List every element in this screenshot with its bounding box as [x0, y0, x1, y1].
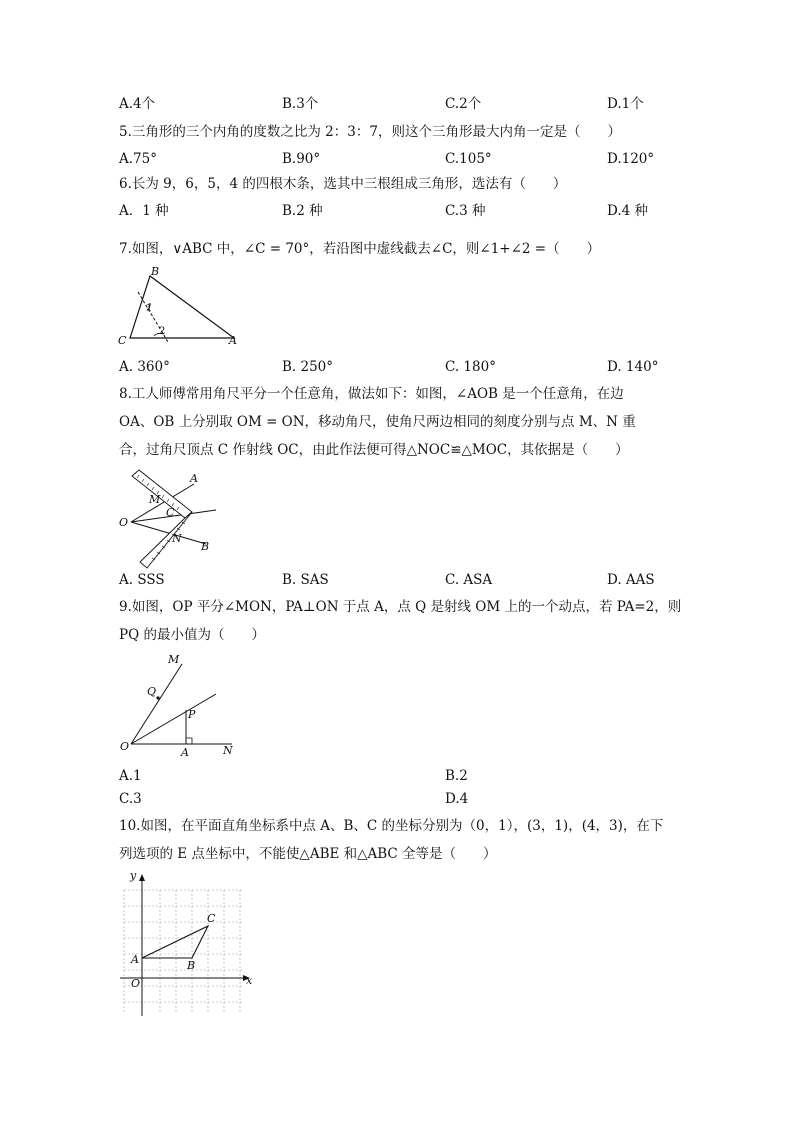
label-a: A — [190, 472, 198, 485]
square-arm-upper — [132, 470, 192, 518]
label-o: O — [131, 977, 141, 990]
q8-stem-line3: 合，过角尺顶点 C 作射线 OC，由此作法便可得△NOC≌△MOC，其依据是（ ） — [119, 442, 629, 458]
label-a: A — [229, 334, 237, 347]
q9-stem-line1: 9.如图，OP 平分∠MON，PA⊥ON 于点 A，点 Q 是射线 OM 上的一个动点，若 PA=2，则 — [119, 599, 682, 615]
label-o: O — [120, 740, 130, 753]
label-x: x — [246, 974, 253, 987]
q4-option-b: B.3个 — [282, 96, 319, 112]
q5-option-b: B.90° — [282, 151, 321, 167]
q10-stem-line2: 列选项的 E 点坐标中，不能使△ABE 和△ABC 全等是（ ） — [119, 846, 497, 862]
q6-option-b: B.2 种 — [282, 203, 323, 219]
q9-option-a: A.1 — [119, 768, 142, 784]
square-arm-lower — [140, 512, 192, 568]
point-q — [156, 696, 159, 699]
q7-option-a: A. 360° — [119, 359, 170, 375]
label-1: 1 — [146, 303, 153, 314]
q5-stem: 5.三角形的三个内角的度数之比为 2：3：7，则这个三角形最大内角一定是（ ） — [119, 124, 621, 140]
q9-option-d: D.4 — [445, 791, 469, 807]
q10-stem-line1: 10.如图，在平面直角坐标系中点 A、B、C 的坐标分别为（0，1），(3，1)，(4，3)，在下 — [119, 818, 664, 834]
q7-option-c: C. 180° — [445, 359, 496, 375]
q7-option-b: B. 250° — [282, 359, 334, 375]
q8-stem-line1: 8.工人师傅常用角尺平分一个任意角，做法如下：如图，∠AOB 是一个任意角，在边 — [119, 386, 624, 402]
ray-om — [131, 664, 182, 744]
q6-option-c: C.3 种 — [445, 203, 486, 219]
q7-stem: 7.如图，∨ABC 中，∠C = 70°，若沿图中虚线截去∠C，则∠1+∠2 =（ ） — [119, 241, 601, 257]
q5-option-c: C.105° — [445, 151, 492, 167]
label-m: M — [168, 653, 180, 666]
triangle-abc — [142, 926, 208, 958]
q4-option-a: A.4个 — [119, 96, 156, 112]
label-b: B — [151, 265, 160, 278]
label-b: B — [201, 540, 210, 553]
q6-stem: 6.长为 9，6，5，4 的四根木条，选其中三根组成三角形，选法有（ ） — [119, 176, 567, 192]
q7-triangle-figure — [112, 264, 247, 350]
q9-option-c: C.3 — [119, 791, 142, 807]
label-p: P — [188, 708, 196, 721]
label-c: C — [118, 334, 127, 347]
label-b: B — [187, 959, 196, 972]
q7-option-d: D. 140° — [607, 359, 659, 375]
label-y: y — [130, 870, 137, 882]
label-n: N — [223, 744, 233, 757]
label-q: Q — [147, 685, 157, 698]
q8-stem-line2: OA、OB 上分别取 OM = ON，移动角尺，使角尺两边相同的刻度分别与点 M、N 重 — [119, 414, 636, 430]
q8-option-a: A. SSS — [119, 572, 165, 588]
q6-option-a: A．1 种 — [119, 203, 169, 219]
q4-option-c: C.2个 — [445, 96, 482, 112]
label-a: A — [181, 746, 189, 759]
q5-option-d: D.120° — [607, 151, 655, 167]
label-c: C — [207, 912, 216, 925]
q8-option-c: C. ASA — [445, 572, 493, 588]
label-c: C — [166, 506, 175, 519]
q8-option-b: B. SAS — [282, 572, 329, 588]
q9-stem-line2: PQ 的最小值为（ ） — [119, 627, 265, 643]
q8-carpenter-square-figure — [112, 466, 227, 570]
label-m: M — [149, 493, 161, 506]
q9-option-b: B.2 — [445, 768, 468, 784]
right-angle-mark — [186, 738, 192, 744]
q4-option-d: D.1个 — [607, 96, 644, 112]
y-axis-arrow — [139, 874, 145, 881]
q9-angle-bisector-figure — [112, 650, 242, 760]
label-o: O — [119, 516, 129, 529]
label-a: A — [131, 953, 139, 966]
q6-option-d: D.4 种 — [607, 203, 649, 219]
ray-op — [131, 694, 216, 744]
label-n: N — [172, 532, 182, 545]
q8-option-d: D. AAS — [607, 572, 655, 588]
q10-coordinate-figure — [112, 870, 262, 1020]
label-2: 2 — [159, 326, 166, 337]
q5-option-a: A.75° — [119, 151, 157, 167]
